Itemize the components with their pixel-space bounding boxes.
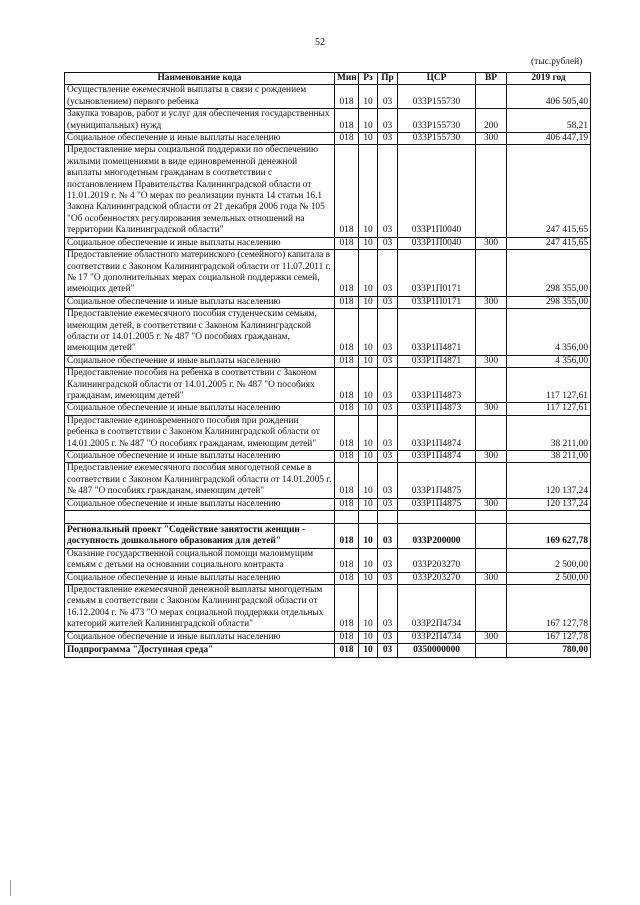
cell-csr: 033Р1П4871 (398, 355, 476, 367)
cell-amount: 167 127,78 (507, 631, 591, 643)
cell-vr: 300 (476, 133, 507, 145)
cell-rz: 10 (359, 451, 378, 463)
cell-amount: 406 505,40 (507, 85, 591, 109)
cell-pr: 03 (378, 355, 398, 367)
cell-pr: 03 (378, 415, 398, 450)
cell-vr (476, 463, 507, 498)
cell-csr: 033Р2П4734 (398, 585, 476, 632)
cell-pr: 03 (378, 403, 398, 415)
cell-csr: 033Р1П0040 (398, 237, 476, 249)
cell-csr: 033Р1П4873 (398, 403, 476, 415)
cell-csr: 033Р155730 (398, 85, 476, 109)
cell-csr: 033Р1П4873 (398, 368, 476, 403)
cell-amount: 120 137,24 (507, 498, 591, 510)
cell-min: 018 (335, 250, 359, 297)
cell-name: Предоставление ежемесячного пособия многодетной семье в соответствии с Законом Калининградской области от 14.01.2005 г. № 487 "О пособиях гражданам, имеющим детей" (65, 463, 335, 498)
table-row (65, 109, 591, 133)
table-row (65, 309, 591, 356)
cell-rz: 10 (359, 415, 378, 450)
cell-min: 018 (335, 498, 359, 510)
cell-csr: 033Р203270 (398, 572, 476, 584)
cell-amount: 2 500,00 (507, 548, 591, 572)
cell-vr: 300 (476, 631, 507, 643)
table-header-row (65, 73, 591, 85)
spacer-row (65, 511, 591, 524)
cell-name: Социальное обеспечение и иные выплаты населению (65, 498, 335, 510)
cell-name: Предоставление ежемесячного пособия студенческим семьям, имеющим детей, в соответствии с Законом Калининградской области от 14.01.2005 г. № 487 "О пособиях гражданам, имеющим детей" (65, 309, 335, 356)
cell-vr: 200 (476, 109, 507, 133)
cell-vr (476, 644, 507, 657)
table-row (65, 631, 591, 643)
cell-min: 018 (335, 237, 359, 249)
page-number: 52 (315, 37, 325, 48)
cell-pr: 03 (378, 585, 398, 632)
cell-csr: 0350000000 (398, 644, 476, 657)
table-row (65, 548, 591, 572)
cell-name: Предоставление пособия на ребенка в соответствии с Законом Калининградской области от 14.01.2005 г. № 487 "О пособиях гражданам, имеющим детей" (65, 368, 335, 403)
cell-min: 018 (335, 524, 359, 549)
cell-rz: 10 (359, 498, 378, 510)
cell-amount: 298 355,00 (507, 296, 591, 308)
table-row (65, 403, 591, 415)
table-row (65, 463, 591, 498)
cell-rz: 10 (359, 548, 378, 572)
header-pr: Пр (378, 73, 398, 85)
cell-rz: 10 (359, 250, 378, 297)
cell-pr: 03 (378, 451, 398, 463)
cell-vr: 300 (476, 498, 507, 510)
cell-name: Предоставление меры социальной поддержки по обеспечению жилыми помещениями в виде единовременной денежной выплаты многодетным гражданам в соответствии с постановлением Правительства Калининградской области от 11.01.2019 г. № 4 "О мерах по реализации пункта 14 статьи 16.1 Закона Калининградской области от 21 декабря 2006 года № 105 "Об особенностях регулирования земельных отношений на территории Калининградской области" (65, 145, 335, 237)
cell-pr: 03 (378, 368, 398, 403)
cell-csr: 033Р1П0171 (398, 296, 476, 308)
cell-rz: 10 (359, 109, 378, 133)
table-row (65, 296, 591, 308)
cell-vr (476, 415, 507, 450)
cell-amount: 298 355,00 (507, 250, 591, 297)
table-row (65, 524, 591, 549)
header-rz: Рз (359, 73, 378, 85)
cell-rz: 10 (359, 631, 378, 643)
cell-rz: 10 (359, 644, 378, 657)
cell-pr: 03 (378, 548, 398, 572)
units-label: (тыс.рублей) (531, 57, 583, 67)
cell-rz: 10 (359, 237, 378, 249)
cell-min: 018 (335, 145, 359, 237)
spacer-cell (378, 511, 398, 524)
cell-csr: 033Р1П4871 (398, 309, 476, 356)
cell-name: Предоставление ежемесячной денежной выплаты многодетным семьям в соответствии с Законом Калининградской области от 16.12.2004 г. № 473 "О мерах социальной поддержки отдельных категорий жителей Калининградской области" (65, 585, 335, 632)
table-row (65, 644, 591, 657)
cell-min: 018 (335, 296, 359, 308)
cell-name: Предоставление единовременного пособия при рождении ребенка в соответствии с Законом Калининградской области от 14.01.2005 г. № 487 "О пособиях гражданам, имеющим детей" (65, 415, 335, 450)
cell-rz: 10 (359, 133, 378, 145)
cell-amount: 247 415,65 (507, 145, 591, 237)
table-row (65, 85, 591, 109)
cell-amount: 406 447,19 (507, 133, 591, 145)
cell-vr: 300 (476, 451, 507, 463)
table-row (65, 355, 591, 367)
cell-vr: 300 (476, 296, 507, 308)
header-name: Наименование кода (65, 73, 335, 85)
header-vr: ВР (476, 73, 507, 85)
cell-min: 018 (335, 85, 359, 109)
cell-rz: 10 (359, 463, 378, 498)
cell-vr: 300 (476, 237, 507, 249)
cell-rz: 10 (359, 585, 378, 632)
cell-name: Региональный проект "Содействие занятости женщин - доступность дошкольного образования для детей" (65, 524, 335, 549)
budget-table (64, 72, 591, 658)
header-amount: 2019 год (507, 73, 591, 85)
cell-amount: 38 211,00 (507, 415, 591, 450)
table-row (65, 133, 591, 145)
cell-csr: 033Р1П0171 (398, 250, 476, 297)
cell-min: 018 (335, 403, 359, 415)
cell-min: 018 (335, 451, 359, 463)
cell-rz: 10 (359, 355, 378, 367)
cell-pr: 03 (378, 631, 398, 643)
cell-vr (476, 548, 507, 572)
spacer-cell (335, 511, 359, 524)
cell-vr (476, 145, 507, 237)
table-row (65, 498, 591, 510)
cell-pr: 03 (378, 296, 398, 308)
cell-amount: 117 127,61 (507, 403, 591, 415)
cell-vr: 300 (476, 355, 507, 367)
table-row (65, 572, 591, 584)
cell-name: Социальное обеспечение и иные выплаты населению (65, 403, 335, 415)
cell-csr: 033Р1П4875 (398, 463, 476, 498)
cell-rz: 10 (359, 403, 378, 415)
cell-amount: 38 211,00 (507, 451, 591, 463)
spacer-cell (65, 511, 335, 524)
table-row (65, 250, 591, 297)
cell-name: Социальное обеспечение и иные выплаты населению (65, 296, 335, 308)
table-row (65, 145, 591, 237)
cell-name: Осуществление ежемесячной выплаты в связи с рождением (усыновлением) первого ребенка (65, 85, 335, 109)
cell-csr: 033Р1П4874 (398, 451, 476, 463)
cell-min: 018 (335, 585, 359, 632)
cell-name: Социальное обеспечение и иные выплаты населению (65, 237, 335, 249)
cell-rz: 10 (359, 309, 378, 356)
cell-csr: 033Р200000 (398, 524, 476, 549)
cell-pr: 03 (378, 237, 398, 249)
cell-rz: 10 (359, 296, 378, 308)
cell-amount: 2 500,00 (507, 572, 591, 584)
spacer-cell (359, 511, 378, 524)
margin-mark (10, 880, 14, 896)
table-row (65, 451, 591, 463)
table-row (65, 415, 591, 450)
cell-vr (476, 524, 507, 549)
cell-vr (476, 85, 507, 109)
cell-csr: 033Р155730 (398, 133, 476, 145)
header-min: Мин (335, 73, 359, 85)
spacer-cell (507, 511, 591, 524)
cell-rz: 10 (359, 368, 378, 403)
cell-name: Социальное обеспечение и иные выплаты населению (65, 133, 335, 145)
cell-vr: 300 (476, 403, 507, 415)
cell-csr: 033Р155730 (398, 109, 476, 133)
cell-name: Социальное обеспечение и иные выплаты населению (65, 355, 335, 367)
cell-pr: 03 (378, 463, 398, 498)
cell-rz: 10 (359, 524, 378, 549)
cell-amount: 58,21 (507, 109, 591, 133)
table-row (65, 368, 591, 403)
cell-min: 018 (335, 644, 359, 657)
cell-vr (476, 585, 507, 632)
cell-csr: 033Р1П0040 (398, 145, 476, 237)
cell-name: Социальное обеспечение и иные выплаты населению (65, 451, 335, 463)
cell-csr: 033Р1П4874 (398, 415, 476, 450)
cell-csr: 033Р1П4875 (398, 498, 476, 510)
cell-min: 018 (335, 309, 359, 356)
cell-name: Предоставление областного материнского (семейного) капитала в соответствии с Законом Калининградской области от 11.07.2011 г. № 17 "О дополнительных мерах социальной поддержки семей, имеющих детей" (65, 250, 335, 297)
cell-min: 018 (335, 368, 359, 403)
cell-amount: 247 415,65 (507, 237, 591, 249)
cell-amount: 117 127,61 (507, 368, 591, 403)
cell-min: 018 (335, 572, 359, 584)
cell-min: 018 (335, 548, 359, 572)
cell-amount: 167 127,78 (507, 585, 591, 632)
cell-vr (476, 309, 507, 356)
spacer-cell (476, 511, 507, 524)
cell-pr: 03 (378, 133, 398, 145)
cell-amount: 780,00 (507, 644, 591, 657)
header-csr: ЦСР (398, 73, 476, 85)
cell-pr: 03 (378, 145, 398, 237)
cell-pr: 03 (378, 572, 398, 584)
cell-min: 018 (335, 109, 359, 133)
cell-min: 018 (335, 355, 359, 367)
cell-rz: 10 (359, 145, 378, 237)
cell-pr: 03 (378, 250, 398, 297)
table-row (65, 237, 591, 249)
cell-csr: 033Р203270 (398, 548, 476, 572)
cell-pr: 03 (378, 498, 398, 510)
cell-rz: 10 (359, 85, 378, 109)
cell-pr: 03 (378, 524, 398, 549)
cell-min: 018 (335, 463, 359, 498)
cell-min: 018 (335, 133, 359, 145)
cell-amount: 4 356,00 (507, 309, 591, 356)
cell-pr: 03 (378, 309, 398, 356)
cell-amount: 4 356,00 (507, 355, 591, 367)
cell-vr (476, 368, 507, 403)
spacer-cell (398, 511, 476, 524)
cell-vr: 300 (476, 572, 507, 584)
cell-name: Закупка товаров, работ и услуг для обеспечения государственных (муниципальных) нужд (65, 109, 335, 133)
cell-rz: 10 (359, 572, 378, 584)
cell-vr (476, 250, 507, 297)
cell-pr: 03 (378, 109, 398, 133)
cell-min: 018 (335, 631, 359, 643)
cell-csr: 033Р2П4734 (398, 631, 476, 643)
table-row (65, 585, 591, 632)
cell-name: Подпрограмма "Доступная среда" (65, 644, 335, 657)
cell-pr: 03 (378, 644, 398, 657)
cell-name: Социальное обеспечение и иные выплаты населению (65, 572, 335, 584)
cell-pr: 03 (378, 85, 398, 109)
cell-name: Социальное обеспечение и иные выплаты населению (65, 631, 335, 643)
cell-name: Оказание государственной социальной помощи малоимущим семьям с детьми на основании социального контракта (65, 548, 335, 572)
cell-min: 018 (335, 415, 359, 450)
cell-amount: 120 137,24 (507, 463, 591, 498)
cell-amount: 169 627,78 (507, 524, 591, 549)
